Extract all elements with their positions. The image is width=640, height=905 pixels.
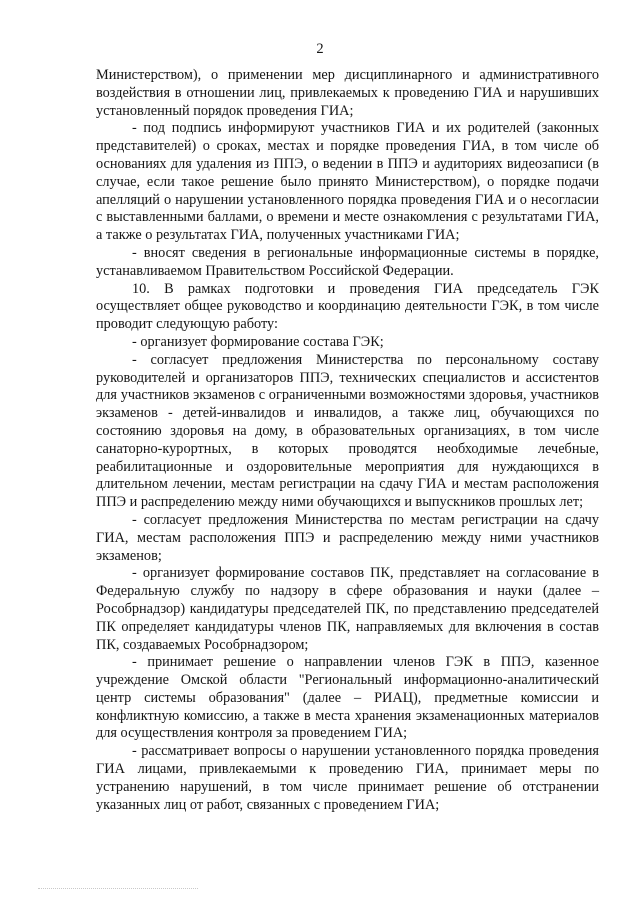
- paragraph-gek-composition: - организует формирование состава ГЭК;: [132, 333, 384, 350]
- paragraph-ppe-staff: - согласует предложения Министерства по персональному составу руководителей и организаторов ППЭ, технических специалистов и ассистентов для участников экзаменов с ограниченными возможностями здоровья, участников экзаменов - детей-инвалидов и инвалидов, а также лиц, обучающихся по состоянию здоровья на дому, в образовательных организациях, в том числе санаторно-курортных, в которых проводятся необходимые лечебные, реабилитационные и оздоровительные мероприятия для нуждающихся в длительном лечении, местам регистрации на сдачу ГИА и местам расположения ППЭ и распределению между ними обучающихся и выпускников прошлых лет;: [96, 351, 599, 511]
- paragraph-registration-places: - согласует предложения Министерства по местам регистрации на сдачу ГИА, местам расположения ППЭ и распределению между ними участников экзаменов;: [96, 511, 599, 564]
- paragraph-regional-systems: - вносят сведения в региональные информационные системы в порядке, устанавливаемом Правительством Российской Федерации.: [96, 244, 599, 279]
- document-body: [96, 67, 599, 814]
- paragraph-inform-participants: - под подпись информируют участников ГИА и их родителей (законных представителей) о сроках, местах и порядке проведения ГИА, в том числе об основаниях для удаления из ППЭ, о ведении в ППЭ и аудиториях видеозаписи (в случае, если такое решение было принято Министерством), о порядке подачи апелляций о нарушении установленного порядка проведения ГИА и о несогласии с выставленными баллами, о времени и месте ознакомления с результатами ГИА, а также о результатах ГИА, полученных участниками ГИА;: [96, 120, 599, 244]
- paragraph-gek-members-direction: - принимает решение о направлении членов ГЭК в ППЭ, казенное учреждение Омской области "Региональный информационно-аналитический центр системы образования" (далее – РИАЦ), предметные комиссии и конфликтную комиссию, а также в места хранения экзаменационных материалов для осуществления контроля за проведением ГИА;: [96, 654, 599, 742]
- paragraph-continuation: Министерством), о применении мер дисциплинарного и административного воздействия в отношении лиц, привлекаемых к проведению ГИА и нарушивших установленный порядок проведения ГИА;: [96, 67, 599, 119]
- scan-artifact-line: [38, 888, 198, 891]
- paragraph-section-10: 10. В рамках подготовки и проведения ГИА председатель ГЭК осуществляет общее руководство и координацию деятельности ГЭК, в том числе проводит следующую работу:: [96, 280, 599, 333]
- page-number: 2: [316, 41, 324, 57]
- paragraph-pk-composition: - организует формирование составов ПК, представляет на согласование в Федеральную службу по надзору в сфере образования и науки (далее – Рособрнадзор) кандидатуры председателей ПК, по представлению председателей ПК определяет кандидатуры членов ПК, направляемых для включения в состав ПК, создаваемых Рособрнадзором;: [96, 565, 599, 653]
- paragraph-violations: - рассматривает вопросы о нарушении установленного порядка проведения ГИА лицами, привлекаемыми к проведению ГИА, принимает меры по устранению нарушений, в том числе принимает решение об отстранении указанных лиц от работ, связанных с проведением ГИА;: [96, 743, 599, 813]
